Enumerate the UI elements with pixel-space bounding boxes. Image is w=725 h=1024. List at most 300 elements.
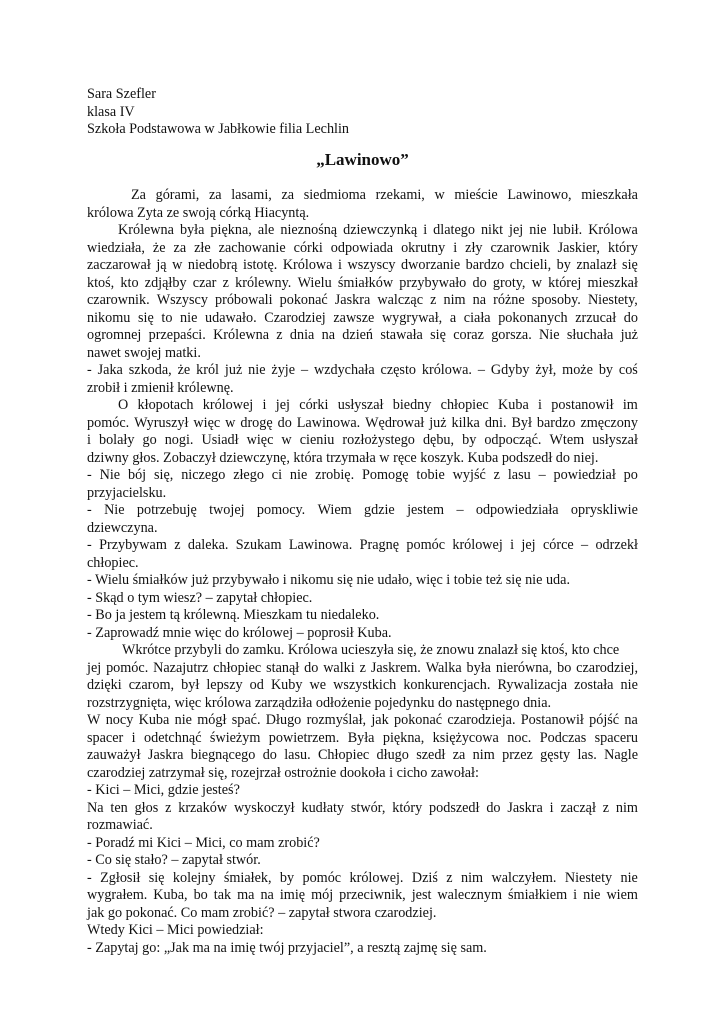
word: lasu xyxy=(507,467,531,483)
word: piękna, xyxy=(210,222,252,238)
text-line xyxy=(87,467,638,485)
word: Jaskier, xyxy=(557,239,600,256)
text-line xyxy=(87,695,638,713)
word: okrutny xyxy=(401,239,446,256)
word: Usiadł xyxy=(201,432,239,448)
word: Pragnę xyxy=(359,537,400,553)
text-line xyxy=(87,257,638,275)
line-text: królowa Zyta ze swoją córką Hiacyntą. xyxy=(87,204,310,221)
word: sposoby. xyxy=(531,292,581,308)
word: lubił. xyxy=(552,222,583,238)
word: opryskliwie xyxy=(570,502,638,518)
word: zachowanie xyxy=(218,239,286,256)
word: chłopiec xyxy=(213,659,262,676)
word: dnia xyxy=(289,327,315,343)
text-line xyxy=(87,677,638,695)
word: przepaści. xyxy=(148,327,206,343)
word: walki xyxy=(323,659,355,676)
word: jej xyxy=(521,537,536,553)
word: coś xyxy=(618,362,638,378)
word: królowej. xyxy=(349,869,404,886)
word: śmiałków xyxy=(337,274,394,291)
word: nogi. xyxy=(164,432,194,448)
text-line xyxy=(87,782,638,800)
word: by xyxy=(279,869,295,886)
word: Jaskra xyxy=(334,292,371,308)
word: córce xyxy=(542,537,574,553)
word: biedny xyxy=(392,397,432,413)
word: walcząc xyxy=(377,292,424,308)
word: pokonać xyxy=(394,712,443,728)
word: bo xyxy=(193,887,208,903)
word: tak xyxy=(213,887,232,903)
word: Wtem xyxy=(549,432,585,448)
text-line xyxy=(87,310,638,328)
word: W xyxy=(87,712,101,728)
word: nie xyxy=(180,309,198,326)
word: została xyxy=(574,677,614,693)
word: wygrałem. xyxy=(87,887,148,903)
text-line xyxy=(87,607,638,625)
word: Jaka xyxy=(97,362,123,378)
word: Zgłosił xyxy=(100,869,141,886)
word: często xyxy=(380,362,416,378)
word: do xyxy=(262,747,277,763)
word: dębu, xyxy=(422,432,455,448)
word: im xyxy=(622,397,638,413)
word: nie xyxy=(289,467,308,483)
line-text: dziewczyna. xyxy=(87,519,158,536)
word: Królewna xyxy=(118,222,174,238)
word: na xyxy=(321,327,336,343)
word: że xyxy=(177,362,191,378)
word: której xyxy=(548,274,582,291)
text-line xyxy=(87,222,638,240)
word: pomóc xyxy=(302,869,342,886)
word: gęsty xyxy=(540,747,571,763)
word: Gdyby xyxy=(490,362,530,378)
word: jak xyxy=(371,712,389,728)
word: coraz xyxy=(453,327,484,343)
word: z xyxy=(276,327,283,343)
word: żyje xyxy=(271,362,296,378)
word: istotę. xyxy=(243,257,278,273)
word: córki xyxy=(293,239,323,256)
word: do xyxy=(304,659,319,676)
word: biegnącego xyxy=(190,747,256,763)
word: królowej xyxy=(452,537,503,553)
word: – xyxy=(477,362,485,378)
word: chłopiec xyxy=(440,397,489,413)
word: czarownik xyxy=(490,239,550,256)
word: walecznym xyxy=(437,887,503,903)
text-line xyxy=(87,520,638,538)
word: Lawinowa. xyxy=(288,537,353,553)
word: Rywalizacja xyxy=(497,677,567,693)
word: Przybywam xyxy=(99,537,167,553)
word: wyskoczył xyxy=(233,799,295,816)
word: Dziś xyxy=(411,869,438,886)
header-block xyxy=(87,86,349,139)
text-line xyxy=(87,572,638,590)
word: drogę xyxy=(240,414,273,431)
word: Walka xyxy=(425,659,462,676)
line-text: - Zapytaj go: „Jak ma na imię twój przyjaciel”, a resztą zajmę się sam. xyxy=(87,939,487,956)
word: – xyxy=(581,537,589,553)
word: pokonanych xyxy=(498,309,568,326)
word: nim xyxy=(460,869,484,886)
word: zaczarował xyxy=(87,257,151,273)
word: się, xyxy=(154,467,174,483)
text-line xyxy=(87,747,638,765)
word: lasami, xyxy=(231,187,272,203)
word: różne xyxy=(493,292,525,308)
word: złego xyxy=(233,467,264,483)
word: się xyxy=(148,869,165,886)
word: w xyxy=(531,274,542,291)
word: że xyxy=(152,239,166,256)
line-text: - Skąd o tym wiesz? – zapytał chłopiec. xyxy=(87,589,313,606)
word: wiedziała, xyxy=(87,239,145,256)
word: go xyxy=(142,432,157,448)
word: król xyxy=(196,362,219,378)
line-text: - Bo ja jestem tą królewną. Mieszkam tu niedaleko. xyxy=(87,607,380,623)
word: nim xyxy=(472,747,495,763)
word: spaceru xyxy=(594,729,638,746)
word: z xyxy=(602,799,610,816)
word: nie xyxy=(248,362,266,378)
word: gorsza. xyxy=(491,327,532,343)
word: w xyxy=(434,187,445,203)
word: - xyxy=(87,869,92,886)
word: i xyxy=(538,397,542,413)
word: rozłożystego xyxy=(342,432,415,448)
word: by xyxy=(462,432,477,448)
word: a xyxy=(449,309,457,326)
word: mój xyxy=(311,887,334,903)
word: bardzo xyxy=(465,257,505,273)
word: - xyxy=(87,502,92,518)
word: podszedł xyxy=(429,799,480,816)
word: zauważył xyxy=(87,747,141,763)
word: górami, xyxy=(155,187,200,203)
text-line xyxy=(87,275,638,293)
word: - xyxy=(87,362,92,378)
word: długo xyxy=(376,747,409,763)
word: odrzekł xyxy=(595,537,638,553)
word: pomocy. xyxy=(256,502,306,518)
word: Nie xyxy=(539,327,560,343)
text-line xyxy=(87,555,638,573)
word: bój xyxy=(127,467,147,483)
word: dzień xyxy=(342,327,374,343)
word: ją xyxy=(156,257,167,273)
word: gdzie xyxy=(364,502,395,518)
word: może xyxy=(562,362,593,378)
word: dlatego xyxy=(433,222,475,238)
text-line xyxy=(87,590,638,608)
word: z xyxy=(165,799,172,816)
word: jej xyxy=(275,397,290,413)
word: ma xyxy=(237,887,255,903)
line-text: przyjacielsku. xyxy=(87,484,167,501)
text-line xyxy=(87,205,638,223)
word: bo xyxy=(557,659,572,676)
word: się xyxy=(137,309,154,326)
word: Wiem xyxy=(317,502,352,518)
word: Pomogę xyxy=(362,467,409,483)
word: Wielu xyxy=(297,274,332,291)
word: śmiałkiem xyxy=(508,887,568,903)
text-line xyxy=(87,485,638,503)
text-line xyxy=(87,397,638,415)
word: jej xyxy=(509,222,524,238)
text-line xyxy=(87,922,638,940)
story-body xyxy=(87,187,638,957)
word: zdjąłby xyxy=(144,274,187,291)
word: O xyxy=(118,397,129,413)
word: stanął xyxy=(266,659,300,676)
line-text: chłopiec. xyxy=(87,554,139,571)
word: i xyxy=(510,537,515,553)
word: Królowa xyxy=(588,222,638,238)
school-name: Szkoła Podstawowa w Jabłkowie filia Lechlin xyxy=(87,121,350,137)
word: noc. xyxy=(507,729,532,746)
word: by xyxy=(598,362,613,378)
word: nie xyxy=(529,222,547,238)
word: las. xyxy=(577,747,597,763)
word: lepszy xyxy=(206,677,243,693)
word: królowej xyxy=(202,397,254,413)
word: walczyłem. xyxy=(491,869,557,886)
word: do xyxy=(472,274,487,291)
text-line xyxy=(87,887,638,905)
word: od xyxy=(249,677,264,693)
word: nikomu xyxy=(87,309,131,326)
word: nim xyxy=(615,799,638,816)
word: do xyxy=(486,799,501,816)
word: się xyxy=(622,257,638,273)
word: wyjść xyxy=(452,467,486,483)
text-line xyxy=(87,800,638,818)
text-line xyxy=(87,712,638,730)
story-title: „Lawinowo” xyxy=(316,150,409,169)
word: by xyxy=(556,257,571,273)
word: postanowił xyxy=(551,397,614,413)
word: usłyszał xyxy=(592,432,638,448)
word: powietrzem. xyxy=(268,729,340,746)
line-text: nawet swojej matki. xyxy=(87,344,201,361)
word: na xyxy=(472,292,487,308)
word: za xyxy=(452,747,466,763)
word: który xyxy=(392,799,423,816)
word: Królowa xyxy=(282,257,333,273)
word: i xyxy=(453,239,458,256)
text-line xyxy=(87,835,638,853)
word: królowa. xyxy=(421,362,472,378)
word: odpowiedziała xyxy=(475,502,559,518)
word: - xyxy=(87,537,92,553)
word: kłopotach xyxy=(137,397,194,413)
word: potrzebuję xyxy=(136,502,197,518)
word: Jaskra xyxy=(147,747,184,763)
word: kudłaty xyxy=(301,799,345,816)
word: w xyxy=(281,432,292,448)
word: – xyxy=(300,362,309,378)
word: Wędrował xyxy=(365,414,425,431)
word: Niestety, xyxy=(587,292,638,308)
word: przez xyxy=(502,747,533,763)
word: mieszkała xyxy=(581,187,638,203)
word: ale xyxy=(257,222,275,238)
word: czarownik. xyxy=(87,292,150,308)
line-text: - Zaprowadź mnie więc do królowej – poprosił Kuba. xyxy=(87,624,392,641)
text-line xyxy=(87,502,638,520)
word: Kuba, xyxy=(153,887,188,903)
word: zrobię. xyxy=(315,467,355,483)
text-line xyxy=(87,292,638,310)
word: odpocząć. xyxy=(484,432,542,448)
word: pomóc xyxy=(406,537,445,553)
word: już xyxy=(224,362,243,378)
line-text: Wtedy Kici – Mici powiedział: xyxy=(87,922,264,938)
text-line xyxy=(87,660,638,678)
word: czarodzieja. xyxy=(447,712,516,728)
word: siedmioma xyxy=(303,187,366,203)
word: cieniu xyxy=(299,432,335,448)
word: próbowali xyxy=(215,292,273,308)
word: z xyxy=(446,869,453,886)
word: niczego xyxy=(181,467,226,483)
word: Nazajutrz xyxy=(153,659,209,676)
word: powiedział xyxy=(553,467,616,483)
word: księżycowa xyxy=(432,729,499,746)
word: groty, xyxy=(492,274,526,291)
word: nie xyxy=(583,887,601,903)
text-line xyxy=(87,905,638,923)
word: Nagle xyxy=(604,747,638,763)
word: Był xyxy=(511,414,532,431)
word: jej xyxy=(87,659,102,676)
word: we xyxy=(309,677,327,693)
word: więc xyxy=(193,414,221,431)
word: stawała xyxy=(380,327,423,343)
text-line xyxy=(87,240,638,258)
word: Nie xyxy=(104,502,125,518)
word: złe xyxy=(194,239,211,256)
line-text: - Wielu śmiałków już przybywało i nikomu się nie udało, więc i tobie też się nie uda. xyxy=(87,572,570,588)
word: z xyxy=(359,659,366,676)
word: rzekami, xyxy=(375,187,425,203)
word: już xyxy=(620,327,638,343)
word: kto xyxy=(120,274,139,291)
word: śmiałek, xyxy=(223,869,272,886)
text-line xyxy=(87,415,638,433)
word: Za xyxy=(131,187,146,203)
word: wszystkich xyxy=(333,677,397,693)
word: Wszyscy xyxy=(156,292,208,308)
word: zrzucał xyxy=(575,309,617,326)
word: był xyxy=(181,677,200,693)
word: zmęczony xyxy=(580,414,638,431)
word: dworzanie xyxy=(401,257,461,273)
word: z xyxy=(493,467,500,483)
word: po xyxy=(623,467,638,483)
word: świeżym xyxy=(209,729,261,746)
word: pomóc. xyxy=(106,659,149,676)
word: zły xyxy=(465,239,483,256)
word: pokonać xyxy=(279,292,328,308)
line-text: czarodziej zatrzymał się, rozejrzał ostrożnie dookoła i cicho zawołał: xyxy=(87,764,479,781)
word: kolejny xyxy=(172,869,216,886)
word: czarodziej, xyxy=(576,659,638,676)
word: konkurencjach. xyxy=(403,677,491,693)
word: więc xyxy=(246,432,274,448)
word: kilka xyxy=(451,414,480,431)
word: wszyscy xyxy=(347,257,396,273)
word: była xyxy=(179,222,205,238)
word: – xyxy=(538,467,546,483)
word: Lawinowo, xyxy=(507,187,572,203)
word: nierówna, xyxy=(495,659,553,676)
text-line xyxy=(87,327,638,345)
word: lasu. xyxy=(284,747,311,763)
word: krzaków xyxy=(178,799,228,816)
word: - xyxy=(87,467,92,483)
word: nim xyxy=(443,292,466,308)
word: pomóc. xyxy=(87,414,130,431)
word: nie xyxy=(620,869,638,886)
word: jest xyxy=(411,887,432,903)
word: dni. xyxy=(484,414,507,431)
line-text: Wkrótce przybyli do zamku. Królowa ucieszyła się, że znowu znalazł się ktoś, kto chce xyxy=(122,642,620,658)
line-text: - Co się stało? – zapytał stwór. xyxy=(87,852,261,868)
word: i xyxy=(573,887,578,903)
word: ten xyxy=(110,799,128,816)
word: spacer xyxy=(87,729,124,746)
word: dziewczynką xyxy=(343,222,418,238)
word: królewny. xyxy=(235,274,292,291)
word: Czarodziej xyxy=(264,309,326,326)
word: była xyxy=(466,659,491,676)
word: Długo xyxy=(265,712,302,728)
word: z xyxy=(430,292,437,308)
word: w xyxy=(225,414,236,431)
word: do xyxy=(277,414,292,431)
word: szedł xyxy=(416,747,446,763)
text-line xyxy=(87,852,638,870)
word: szkoda, xyxy=(128,362,172,378)
word: Była xyxy=(347,729,375,746)
text-line xyxy=(87,940,638,958)
line-text: zrobił i zmienił królewnę. xyxy=(87,379,234,396)
word: udawało. xyxy=(205,309,257,326)
text-line xyxy=(87,345,638,363)
word: Lawinowa. xyxy=(296,414,361,431)
word: bardzo xyxy=(536,414,576,431)
word: nie xyxy=(174,712,192,728)
word: za xyxy=(173,239,187,256)
text-line xyxy=(87,625,638,643)
word: z xyxy=(174,537,181,553)
word: i xyxy=(262,397,267,413)
word: nocy xyxy=(105,712,134,728)
word: nieznośną xyxy=(280,222,338,238)
word: już xyxy=(429,414,447,431)
text-line xyxy=(87,187,638,205)
word: wygrywał, xyxy=(381,309,443,326)
word: głos xyxy=(134,799,159,816)
